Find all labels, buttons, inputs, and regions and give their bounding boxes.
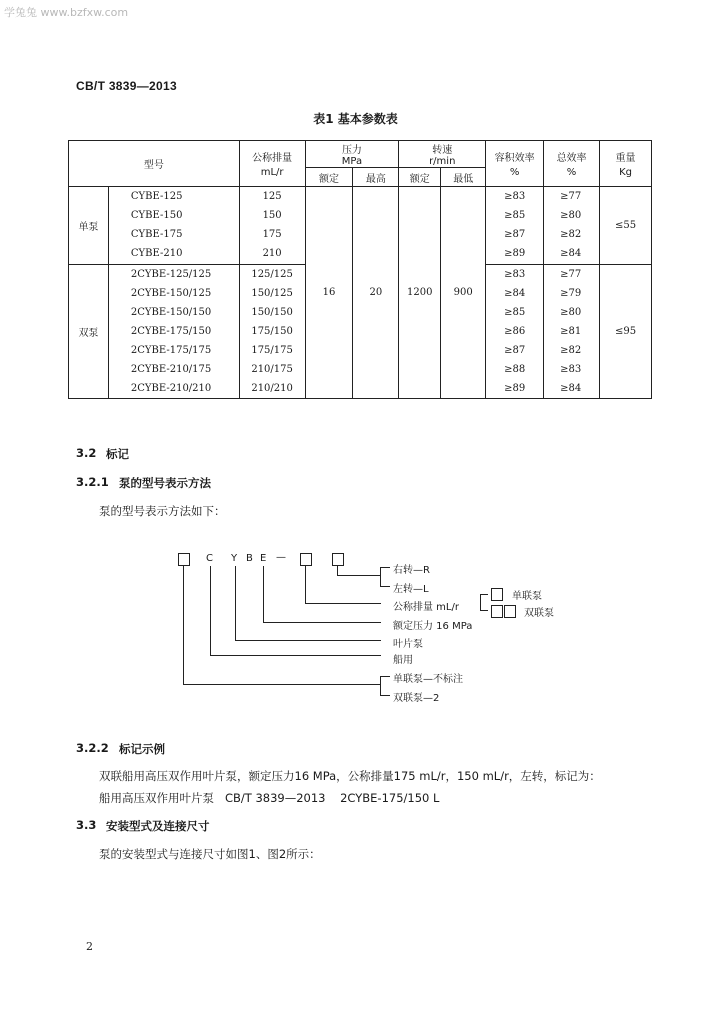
table-cell: ≥89 [504, 383, 526, 394]
letter-y: Y [231, 553, 238, 564]
table-cell: ≥86 [504, 326, 526, 337]
leader-line [305, 603, 381, 604]
bracket-line [480, 594, 481, 611]
bracket-line [380, 567, 381, 587]
table-caption: 表1 基本参数表 [313, 112, 398, 126]
section-3-2-1-number: 3.2.1 [76, 475, 109, 489]
header-total-eff-label: 总效率 [556, 153, 587, 164]
header-total-eff-unit: % [566, 167, 577, 178]
header-weight [600, 141, 652, 187]
pressure-max-value: 20 [353, 187, 399, 399]
header-pressure-unit: MPa [341, 156, 363, 167]
table-cell: 150 [262, 210, 282, 221]
table-cell: 150/150 [251, 307, 293, 318]
leader-line [235, 566, 236, 641]
label-left-rotation: 左转—L [393, 584, 429, 595]
table-cell: CYBE-125 [130, 191, 183, 202]
table-cell: ≥87 [504, 345, 526, 356]
table-cell: ≥83 [504, 191, 526, 202]
header-weight-label: 重量 [615, 153, 636, 164]
leader-line [337, 575, 381, 576]
watermark: 学兔兔 www.bzfxw.com [4, 6, 129, 19]
label-right-rotation: 右转—R [393, 565, 430, 576]
single-models [108, 187, 239, 265]
marker-box-displacement [300, 553, 312, 566]
letter-e: E [260, 553, 267, 564]
table-cell: ≥83 [504, 269, 526, 280]
marking-example-line-2: 船用高压双作用叶片泵 CB/T 3839—2013 2CYBE-175/150 L [99, 791, 440, 805]
table-cell: ≥88 [504, 364, 526, 375]
leader-line [210, 655, 381, 656]
group-double: 双泵 [69, 265, 109, 399]
bracket-line [380, 695, 390, 696]
header-model: 型号 [69, 141, 240, 187]
table-cell: 210/175 [251, 364, 293, 375]
table-cell: 210/210 [251, 383, 293, 394]
leader-line [183, 684, 381, 685]
marking-example-line-1: 双联船用高压双作用叶片泵，额定压力16 MPa，公称排量175 mL/r，150 mL/r，左转，标记为： [99, 769, 601, 783]
marker-box-single [491, 588, 503, 601]
bracket-line [380, 586, 390, 587]
bracket-line [380, 567, 390, 568]
header-vol-eff-unit: % [509, 167, 520, 178]
section-3-2-title: 标记 [106, 447, 129, 461]
marker-box-type [178, 553, 190, 566]
standard-number-header: CB/T 3839—2013 [76, 79, 177, 93]
table-cell: ≥82 [560, 345, 582, 356]
double-vol-eff [486, 265, 544, 399]
table-cell: 2CYBE-175/175 [130, 345, 212, 356]
speed-min-value: 900 [441, 187, 486, 399]
table-cell: ≥85 [504, 210, 526, 221]
marker-box-double-2 [504, 605, 516, 618]
header-speed-rated: 额定 [399, 168, 441, 187]
header-pressure [305, 141, 399, 168]
header-speed-unit: r/min [429, 156, 456, 167]
table-cell: ≥79 [560, 288, 582, 299]
double-total-eff [544, 265, 600, 399]
table-cell: 210 [262, 248, 282, 259]
section-3-3-number: 3.3 [76, 818, 97, 832]
table-cell: ≥80 [560, 210, 582, 221]
table-cell: ≥87 [504, 229, 526, 240]
header-pressure-max: 最高 [353, 168, 399, 187]
table-cell: ≥84 [560, 383, 582, 394]
label-marine: 船用 [393, 655, 413, 666]
table-cell: 125/125 [251, 269, 293, 280]
table-cell: 2CYBE-210/175 [130, 364, 212, 375]
header-displacement [239, 141, 305, 187]
leader-line [235, 640, 381, 641]
header-total-eff [544, 141, 600, 187]
header-speed-min: 最低 [441, 168, 486, 187]
section-3-2-2-title: 标记示例 [119, 742, 165, 756]
section-3-3-text: 泵的安装型式与连接尺寸如图1、图2所示： [99, 847, 321, 861]
table-cell: 2CYBE-150/125 [130, 288, 212, 299]
section-3-3-title: 安装型式及连接尺寸 [106, 819, 210, 833]
bracket-line [380, 676, 381, 696]
table-cell: 2CYBE-175/150 [130, 326, 212, 337]
table-cell: 150/125 [251, 288, 293, 299]
table-cell: 175/175 [251, 345, 293, 356]
leader-line [263, 622, 381, 623]
table-cell: ≥85 [504, 307, 526, 318]
section-3-2-1-title: 泵的型号表示方法 [119, 476, 211, 490]
double-models [108, 265, 239, 399]
header-vol-eff [486, 141, 544, 187]
label-displacement: 公称排量 mL/r [393, 602, 459, 613]
table-cell: 175 [262, 229, 282, 240]
pressure-rated-value: 16 [305, 187, 353, 399]
leader-line [263, 566, 264, 623]
single-displacements [239, 187, 305, 265]
table-cell: ≥83 [560, 364, 582, 375]
page-number: 2 [86, 940, 93, 953]
section-3-2-number: 3.2 [76, 446, 97, 460]
label-single-mark: 单联泵—不标注 [393, 674, 463, 685]
header-pressure-label: 压力 [341, 145, 362, 156]
dash: — [276, 552, 286, 563]
table-cell: ≥80 [560, 307, 582, 318]
header-speed [399, 141, 486, 168]
double-displacements [239, 265, 305, 399]
basic-parameters-table [68, 140, 652, 399]
bracket-line [480, 610, 488, 611]
header-displacement-label: 公称排量 [252, 153, 293, 164]
speed-rated-value: 1200 [399, 187, 441, 399]
table-cell: ≥81 [560, 326, 582, 337]
leader-line [210, 566, 211, 656]
header-speed-label: 转速 [432, 145, 453, 156]
table-cell: 175/150 [251, 326, 293, 337]
table-cell: 2CYBE-150/150 [130, 307, 212, 318]
table-cell: CYBE-175 [130, 229, 183, 240]
table-cell: CYBE-150 [130, 210, 183, 221]
single-vol-eff [486, 187, 544, 265]
section-3-2-2-number: 3.2.2 [76, 741, 109, 755]
header-displacement-unit: mL/r [260, 167, 284, 178]
table-cell: 2CYBE-125/125 [130, 269, 212, 280]
leader-line [183, 566, 184, 685]
section-3-2-1-text: 泵的型号表示方法如下： [99, 504, 226, 518]
marker-box-double-1 [491, 605, 503, 618]
table-cell: 2CYBE-210/210 [130, 383, 212, 394]
group-single: 单泵 [69, 187, 109, 265]
table-cell: ≥89 [504, 248, 526, 259]
single-total-eff [544, 187, 600, 265]
header-pressure-rated: 额定 [305, 168, 353, 187]
marker-box-rotation [332, 553, 344, 566]
letter-b: B [246, 553, 253, 564]
table-cell: CYBE-210 [130, 248, 183, 259]
label-rated-pressure: 额定压力 16 MPa [393, 621, 473, 632]
letter-c: C [206, 553, 213, 564]
bracket-line [380, 676, 390, 677]
label-double-pump: 双联泵 [524, 608, 554, 619]
single-weight: ≤55 [600, 187, 652, 265]
table-cell: ≥84 [504, 288, 526, 299]
label-vane-pump: 叶片泵 [393, 639, 423, 650]
header-weight-unit: Kg [619, 167, 632, 178]
table-cell: ≥77 [560, 191, 582, 202]
bracket-line [480, 594, 488, 595]
table-cell: 125 [262, 191, 282, 202]
double-weight: ≤95 [600, 265, 652, 399]
table-cell: ≥77 [560, 269, 582, 280]
table-cell: ≥82 [560, 229, 582, 240]
header-vol-eff-label: 容积效率 [494, 153, 535, 164]
label-double-mark: 双联泵—2 [393, 693, 440, 704]
leader-line [305, 566, 306, 604]
table-cell: ≥84 [560, 248, 582, 259]
label-single-pump: 单联泵 [512, 591, 542, 602]
